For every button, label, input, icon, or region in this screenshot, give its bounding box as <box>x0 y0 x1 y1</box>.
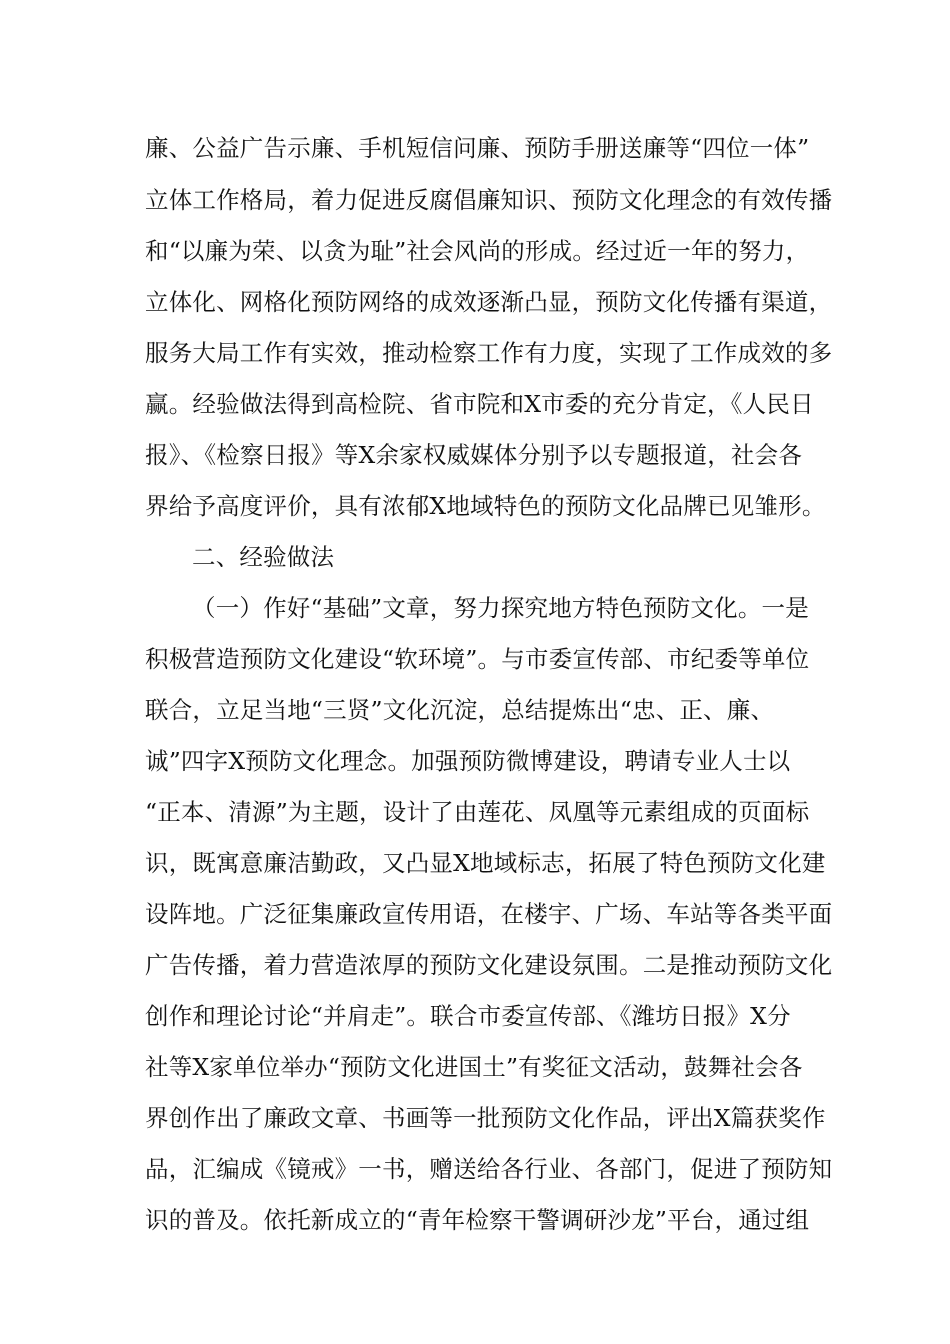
body-text-line: 诚”四字X预防文化理念。加强预防微博建设，聘请专业人士以 <box>145 747 791 775</box>
body-text-line: 联合，立足当地“三贤”文化沉淀，总结提炼出“忠、正、廉、 <box>145 696 775 724</box>
body-text-line: 和“以廉为荣、以贪为耻”社会风尚的形成。经过近一年的努力， <box>145 237 810 265</box>
body-text-line: 界给予高度评价，具有浓郁X地域特色的预防文化品牌已见雏形。 <box>145 492 826 520</box>
body-text-line: 廉、公益广告示廉、手机短信问廉、预防手册送廉等“四位一体” <box>145 134 810 162</box>
body-text-line: 立体工作格局，着力促进反腐倡廉知识、预防文化理念的有效传播 <box>145 186 833 214</box>
body-text-line: 创作和理论讨论“并肩走”。联合市委宣传部、《潍坊日报》X分 <box>145 1002 791 1030</box>
body-text-line: 识的普及。依托新成立的“青年检察干警调研沙龙”平台，通过组 <box>145 1206 810 1234</box>
body-text-line: 积极营造预防文化建设“软环境”。与市委宣传部、市纪委等单位 <box>145 645 810 673</box>
section-heading: 二、经验做法 <box>192 543 335 571</box>
body-text-line: 品，汇编成《镜戒》一书，赠送给各行业、各部门，促进了预防知 <box>145 1155 833 1183</box>
body-text-line: 广告传播，着力营造浓厚的预防文化建设氛围。二是推动预防文化 <box>145 951 833 979</box>
paragraph-first-line: （一）作好“基础”文章，努力探究地方特色预防文化。一是 <box>192 594 809 622</box>
body-text-line: 设阵地。广泛征集廉政宣传用语，在楼宇、广场、车站等各类平面 <box>145 900 833 928</box>
body-text-line: 社等X家单位举办“预防文化进国土”有奖征文活动，鼓舞社会各 <box>145 1053 803 1081</box>
body-text-line: “正本、清源”为主题，设计了由莲花、凤凰等元素组成的页面标 <box>145 798 810 826</box>
body-text-line: 赢。经验做法得到高检院、省市院和X市委的充分肯定，《人民日 <box>145 390 814 418</box>
body-text-line: 报》、《检察日报》等X余家权威媒体分别予以专题报道，社会各 <box>145 441 803 469</box>
body-text-line: 立体化、网格化预防网络的成效逐渐凸显，预防文化传播有渠道， <box>145 288 833 316</box>
body-text-line: 界创作出了廉政文章、书画等一批预防文化作品，评出X篇获奖作 <box>145 1104 826 1132</box>
body-text-line: 服务大局工作有实效，推动检察工作有力度，实现了工作成效的多 <box>145 339 833 367</box>
body-text-line: 识，既寓意廉洁勤政，又凸显X地域标志，拓展了特色预防文化建 <box>145 849 826 877</box>
